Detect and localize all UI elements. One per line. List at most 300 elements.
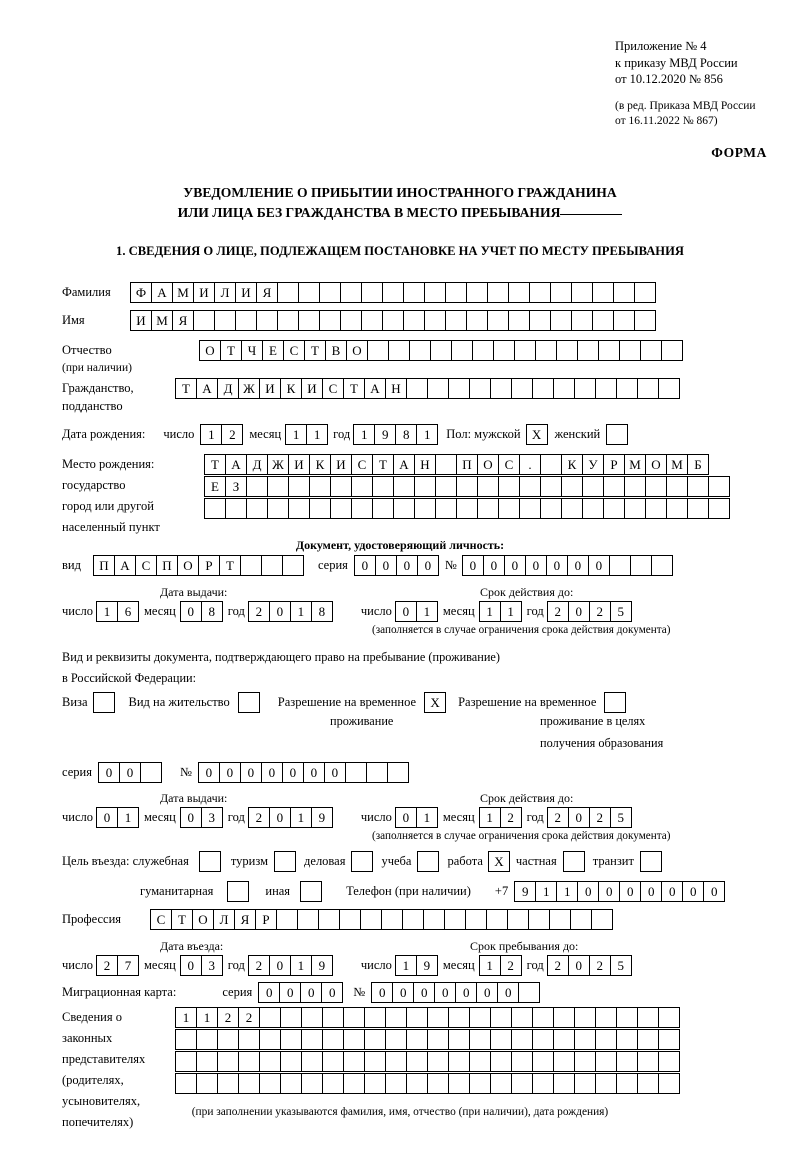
cell[interactable]	[603, 476, 625, 497]
cell[interactable]: 0	[417, 555, 439, 576]
cell[interactable]: О	[645, 454, 667, 475]
cell[interactable]	[301, 1029, 323, 1050]
cell[interactable]: 0	[98, 762, 120, 783]
cell[interactable]	[507, 909, 529, 930]
cell[interactable]: 0	[619, 881, 641, 902]
cell[interactable]	[175, 1029, 197, 1050]
cell[interactable]: 0	[354, 555, 376, 576]
cell[interactable]: 0	[434, 982, 456, 1003]
cell[interactable]	[553, 1029, 575, 1050]
entry-month-input[interactable]	[180, 955, 223, 976]
cell[interactable]	[387, 762, 409, 783]
cell[interactable]: И	[259, 378, 281, 399]
cell[interactable]: П	[456, 454, 478, 475]
cell[interactable]: 2	[589, 601, 611, 622]
cell[interactable]	[574, 1073, 596, 1094]
education-residence-checkbox[interactable]	[604, 692, 626, 713]
cell[interactable]	[619, 340, 641, 361]
cell[interactable]	[582, 476, 604, 497]
cell[interactable]: К	[309, 454, 331, 475]
permit-valid-day-input[interactable]	[395, 807, 438, 828]
cell[interactable]: В	[325, 340, 347, 361]
cell[interactable]: 0	[598, 881, 620, 902]
patronymic-input[interactable]	[199, 340, 683, 361]
cell[interactable]: 8	[311, 601, 333, 622]
cell[interactable]: 0	[269, 601, 291, 622]
cell[interactable]	[574, 1029, 596, 1050]
cell[interactable]	[196, 1029, 218, 1050]
purpose-business-checkbox[interactable]	[351, 851, 373, 872]
cell[interactable]	[393, 476, 415, 497]
cell[interactable]	[364, 1051, 386, 1072]
cell[interactable]	[238, 1051, 260, 1072]
cell[interactable]	[414, 476, 436, 497]
cell[interactable]	[616, 1007, 638, 1028]
cell[interactable]: Т	[175, 378, 197, 399]
cell[interactable]	[319, 310, 341, 331]
purpose-work-checkbox[interactable]: X	[488, 851, 510, 872]
name-input[interactable]	[130, 310, 656, 331]
cell[interactable]	[561, 476, 583, 497]
cell[interactable]: 1	[196, 1007, 218, 1028]
cell[interactable]	[466, 282, 488, 303]
cell[interactable]	[634, 310, 656, 331]
cell[interactable]: 2	[96, 955, 118, 976]
cell[interactable]: 1	[416, 424, 438, 445]
cell[interactable]	[528, 909, 550, 930]
cell[interactable]	[624, 476, 646, 497]
birth-day-input[interactable]	[200, 424, 243, 445]
permit-number-input[interactable]	[198, 762, 409, 783]
cell[interactable]: 0	[279, 982, 301, 1003]
cell[interactable]	[381, 909, 403, 930]
cell[interactable]: А	[393, 454, 415, 475]
doc-issue-day-input[interactable]	[96, 601, 139, 622]
cell[interactable]	[259, 1007, 281, 1028]
cell[interactable]	[708, 498, 730, 519]
cell[interactable]	[571, 310, 593, 331]
cell[interactable]: 2	[547, 955, 569, 976]
birthplace-row-3[interactable]	[204, 498, 730, 519]
cell[interactable]	[490, 1029, 512, 1050]
birthplace-row-2[interactable]	[204, 476, 730, 497]
cell[interactable]	[345, 762, 367, 783]
cell[interactable]	[477, 476, 499, 497]
cell[interactable]	[259, 1073, 281, 1094]
cell[interactable]	[330, 476, 352, 497]
cell[interactable]: 8	[201, 601, 223, 622]
cell[interactable]: 6	[117, 601, 139, 622]
cell[interactable]	[364, 1073, 386, 1094]
cell[interactable]: Т	[204, 454, 226, 475]
cell[interactable]: И	[288, 454, 310, 475]
entry-day-input[interactable]	[96, 955, 139, 976]
cell[interactable]	[595, 1073, 617, 1094]
cell[interactable]: Л	[213, 909, 235, 930]
cell[interactable]	[511, 1073, 533, 1094]
cell[interactable]	[490, 378, 512, 399]
cell[interactable]: С	[135, 555, 157, 576]
cell[interactable]: 0	[567, 555, 589, 576]
legal-reps-row-2[interactable]	[175, 1029, 680, 1050]
cell[interactable]: 0	[413, 982, 435, 1003]
cell[interactable]	[651, 555, 673, 576]
cell[interactable]	[424, 282, 446, 303]
cell[interactable]: Б	[687, 454, 709, 475]
cell[interactable]	[456, 476, 478, 497]
cell[interactable]	[637, 1073, 659, 1094]
cell[interactable]	[595, 1029, 617, 1050]
cell[interactable]	[435, 454, 457, 475]
doc-number-input[interactable]	[462, 555, 673, 576]
cell[interactable]	[430, 340, 452, 361]
cell[interactable]	[550, 282, 572, 303]
cell[interactable]	[256, 310, 278, 331]
cell[interactable]	[469, 1073, 491, 1094]
cell[interactable]: 3	[201, 955, 223, 976]
cell[interactable]: С	[283, 340, 305, 361]
stay-month-input[interactable]	[479, 955, 522, 976]
cell[interactable]	[532, 1051, 554, 1072]
cell[interactable]: 0	[395, 807, 417, 828]
cell[interactable]	[613, 310, 635, 331]
cell[interactable]	[637, 1029, 659, 1050]
cell[interactable]	[549, 909, 571, 930]
cell[interactable]: С	[150, 909, 172, 930]
cell[interactable]: 0	[682, 881, 704, 902]
cell[interactable]	[637, 378, 659, 399]
cell[interactable]: Н	[414, 454, 436, 475]
permit-valid-month-input[interactable]	[479, 807, 522, 828]
cell[interactable]	[388, 340, 410, 361]
cell[interactable]	[238, 1029, 260, 1050]
cell[interactable]: 0	[588, 555, 610, 576]
cell[interactable]	[175, 1051, 197, 1072]
cell[interactable]	[175, 1073, 197, 1094]
cell[interactable]	[571, 282, 593, 303]
cell[interactable]: 0	[261, 762, 283, 783]
cell[interactable]	[595, 1007, 617, 1028]
cell[interactable]	[427, 1029, 449, 1050]
cell[interactable]	[561, 498, 583, 519]
cell[interactable]	[658, 1029, 680, 1050]
cell[interactable]: 0	[180, 807, 202, 828]
cell[interactable]: 0	[240, 762, 262, 783]
cell[interactable]	[490, 1051, 512, 1072]
cell[interactable]	[261, 555, 283, 576]
cell[interactable]: 1	[306, 424, 328, 445]
cell[interactable]	[235, 310, 257, 331]
cell[interactable]: 0	[462, 555, 484, 576]
cell[interactable]: М	[151, 310, 173, 331]
cell[interactable]: Р	[603, 454, 625, 475]
cell[interactable]	[508, 310, 530, 331]
cell[interactable]: С	[498, 454, 520, 475]
cell[interactable]: 9	[311, 807, 333, 828]
profession-input[interactable]	[150, 909, 613, 930]
cell[interactable]: 0	[375, 555, 397, 576]
stay-year-input[interactable]	[547, 955, 632, 976]
cell[interactable]	[423, 909, 445, 930]
permit-issue-month-input[interactable]	[180, 807, 223, 828]
cell[interactable]	[402, 909, 424, 930]
cell[interactable]	[309, 476, 331, 497]
cell[interactable]	[661, 340, 683, 361]
cell[interactable]	[414, 498, 436, 519]
cell[interactable]	[666, 498, 688, 519]
cell[interactable]	[406, 1007, 428, 1028]
cell[interactable]: А	[151, 282, 173, 303]
cell[interactable]	[259, 1051, 281, 1072]
cell[interactable]: 0	[198, 762, 220, 783]
cell[interactable]	[367, 340, 389, 361]
visa-checkbox[interactable]	[93, 692, 115, 713]
cell[interactable]: 0	[258, 982, 280, 1003]
cell[interactable]	[140, 762, 162, 783]
doc-valid-day-input[interactable]	[395, 601, 438, 622]
cell[interactable]: 1	[175, 1007, 197, 1028]
cell[interactable]: 0	[504, 555, 526, 576]
cell[interactable]	[276, 909, 298, 930]
cell[interactable]	[511, 1029, 533, 1050]
cell[interactable]	[444, 909, 466, 930]
cell[interactable]	[343, 1029, 365, 1050]
cell[interactable]	[529, 282, 551, 303]
cell[interactable]: 8	[395, 424, 417, 445]
cell[interactable]	[595, 378, 617, 399]
cell[interactable]	[687, 476, 709, 497]
cell[interactable]: Е	[204, 476, 226, 497]
cell[interactable]: О	[192, 909, 214, 930]
permit-series-input[interactable]	[98, 762, 162, 783]
doc-valid-year-input[interactable]	[547, 601, 632, 622]
cell[interactable]	[603, 498, 625, 519]
cell[interactable]: О	[346, 340, 368, 361]
cell[interactable]: 0	[661, 881, 683, 902]
cell[interactable]	[553, 378, 575, 399]
surname-input[interactable]	[130, 282, 656, 303]
cell[interactable]: 1	[479, 955, 501, 976]
cell[interactable]	[658, 378, 680, 399]
cell[interactable]: 1	[395, 955, 417, 976]
sex-male-checkbox[interactable]: X	[526, 424, 548, 445]
cell[interactable]	[466, 310, 488, 331]
cell[interactable]	[553, 1073, 575, 1094]
cell[interactable]: 0	[324, 762, 346, 783]
cell[interactable]: У	[582, 454, 604, 475]
cell[interactable]	[406, 1029, 428, 1050]
cell[interactable]: 2	[547, 807, 569, 828]
temporary-residence-checkbox[interactable]: X	[424, 692, 446, 713]
cell[interactable]	[574, 1007, 596, 1028]
cell[interactable]	[577, 340, 599, 361]
cell[interactable]	[351, 476, 373, 497]
cell[interactable]	[451, 340, 473, 361]
cell[interactable]: И	[193, 282, 215, 303]
cell[interactable]	[487, 310, 509, 331]
cell[interactable]: 5	[610, 807, 632, 828]
cell[interactable]	[592, 310, 614, 331]
cell[interactable]: А	[196, 378, 218, 399]
cell[interactable]: К	[280, 378, 302, 399]
citizenship-input[interactable]	[175, 378, 680, 399]
cell[interactable]	[582, 498, 604, 519]
migration-number-input[interactable]	[371, 982, 540, 1003]
cell[interactable]: 0	[282, 762, 304, 783]
cell[interactable]	[372, 476, 394, 497]
cell[interactable]	[364, 1007, 386, 1028]
cell[interactable]: 9	[374, 424, 396, 445]
cell[interactable]	[364, 1029, 386, 1050]
cell[interactable]: 1	[200, 424, 222, 445]
cell[interactable]: 0	[303, 762, 325, 783]
cell[interactable]	[624, 498, 646, 519]
cell[interactable]	[574, 1051, 596, 1072]
purpose-humanitarian-checkbox[interactable]	[227, 881, 249, 902]
legal-reps-row-1[interactable]	[175, 1007, 680, 1028]
cell[interactable]: 0	[371, 982, 393, 1003]
cell[interactable]	[535, 340, 557, 361]
cell[interactable]	[490, 1007, 512, 1028]
cell[interactable]: 3	[201, 807, 223, 828]
cell[interactable]	[666, 476, 688, 497]
cell[interactable]	[616, 1029, 638, 1050]
cell[interactable]	[550, 310, 572, 331]
birthplace-row-1[interactable]	[204, 454, 730, 475]
cell[interactable]	[301, 1007, 323, 1028]
cell[interactable]	[469, 1029, 491, 1050]
cell[interactable]	[553, 1007, 575, 1028]
cell[interactable]: 2	[547, 601, 569, 622]
cell[interactable]: 0	[497, 982, 519, 1003]
cell[interactable]: 5	[610, 955, 632, 976]
cell[interactable]	[616, 1051, 638, 1072]
cell[interactable]	[445, 310, 467, 331]
cell[interactable]: 1	[556, 881, 578, 902]
cell[interactable]	[343, 1051, 365, 1072]
cell[interactable]	[343, 1007, 365, 1028]
cell[interactable]: 9	[416, 955, 438, 976]
cell[interactable]	[246, 476, 268, 497]
cell[interactable]: 2	[248, 955, 270, 976]
cell[interactable]	[511, 1051, 533, 1072]
cell[interactable]	[519, 476, 541, 497]
cell[interactable]	[609, 555, 631, 576]
legal-reps-row-3[interactable]	[175, 1051, 680, 1072]
cell[interactable]	[193, 310, 215, 331]
cell[interactable]: И	[330, 454, 352, 475]
cell[interactable]	[645, 498, 667, 519]
cell[interactable]: Т	[171, 909, 193, 930]
cell[interactable]	[570, 909, 592, 930]
cell[interactable]	[529, 310, 551, 331]
cell[interactable]	[372, 498, 394, 519]
cell[interactable]	[403, 282, 425, 303]
purpose-service-checkbox[interactable]	[199, 851, 221, 872]
cell[interactable]: О	[199, 340, 221, 361]
doc-valid-month-input[interactable]	[479, 601, 522, 622]
cell[interactable]: Д	[217, 378, 239, 399]
doc-series-input[interactable]	[354, 555, 439, 576]
cell[interactable]	[280, 1051, 302, 1072]
cell[interactable]: 2	[217, 1007, 239, 1028]
cell[interactable]: 2	[221, 424, 243, 445]
cell[interactable]	[553, 1051, 575, 1072]
cell[interactable]	[301, 1051, 323, 1072]
cell[interactable]	[225, 498, 247, 519]
cell[interactable]	[385, 1007, 407, 1028]
cell[interactable]: М	[666, 454, 688, 475]
stay-day-input[interactable]	[395, 955, 438, 976]
cell[interactable]	[574, 378, 596, 399]
cell[interactable]	[406, 1073, 428, 1094]
cell[interactable]: 9	[514, 881, 536, 902]
cell[interactable]: 1	[353, 424, 375, 445]
cell[interactable]: 0	[640, 881, 662, 902]
cell[interactable]: 1	[479, 601, 501, 622]
cell[interactable]	[382, 282, 404, 303]
cell[interactable]: 0	[455, 982, 477, 1003]
cell[interactable]: М	[172, 282, 194, 303]
cell[interactable]: 0	[119, 762, 141, 783]
cell[interactable]: Л	[214, 282, 236, 303]
cell[interactable]: П	[93, 555, 115, 576]
cell[interactable]: А	[114, 555, 136, 576]
cell[interactable]	[406, 378, 428, 399]
cell[interactable]	[322, 1051, 344, 1072]
cell[interactable]	[322, 1073, 344, 1094]
doc-issue-month-input[interactable]	[180, 601, 223, 622]
birth-year-input[interactable]	[353, 424, 438, 445]
cell[interactable]	[427, 1007, 449, 1028]
cell[interactable]	[456, 498, 478, 519]
cell[interactable]	[361, 282, 383, 303]
cell[interactable]	[708, 476, 730, 497]
cell[interactable]: 0	[577, 881, 599, 902]
cell[interactable]: 0	[546, 555, 568, 576]
permit-issue-day-input[interactable]	[96, 807, 139, 828]
cell[interactable]: А	[364, 378, 386, 399]
sex-female-checkbox[interactable]	[606, 424, 628, 445]
cell[interactable]	[309, 498, 331, 519]
cell[interactable]	[318, 909, 340, 930]
cell[interactable]: 1	[479, 807, 501, 828]
cell[interactable]	[277, 282, 299, 303]
cell[interactable]	[288, 476, 310, 497]
cell[interactable]: Я	[234, 909, 256, 930]
cell[interactable]	[591, 909, 613, 930]
cell[interactable]	[246, 498, 268, 519]
cell[interactable]	[532, 378, 554, 399]
phone-input[interactable]	[514, 881, 725, 902]
cell[interactable]	[556, 340, 578, 361]
cell[interactable]: 0	[392, 982, 414, 1003]
cell[interactable]: 9	[311, 955, 333, 976]
cell[interactable]	[217, 1073, 239, 1094]
cell[interactable]	[445, 282, 467, 303]
cell[interactable]	[298, 282, 320, 303]
cell[interactable]	[486, 909, 508, 930]
cell[interactable]: Р	[255, 909, 277, 930]
cell[interactable]: И	[130, 310, 152, 331]
cell[interactable]	[634, 282, 656, 303]
purpose-private-checkbox[interactable]	[563, 851, 585, 872]
cell[interactable]	[448, 1051, 470, 1072]
cell[interactable]	[217, 1029, 239, 1050]
cell[interactable]	[382, 310, 404, 331]
purpose-other-checkbox[interactable]	[300, 881, 322, 902]
cell[interactable]	[427, 1051, 449, 1072]
